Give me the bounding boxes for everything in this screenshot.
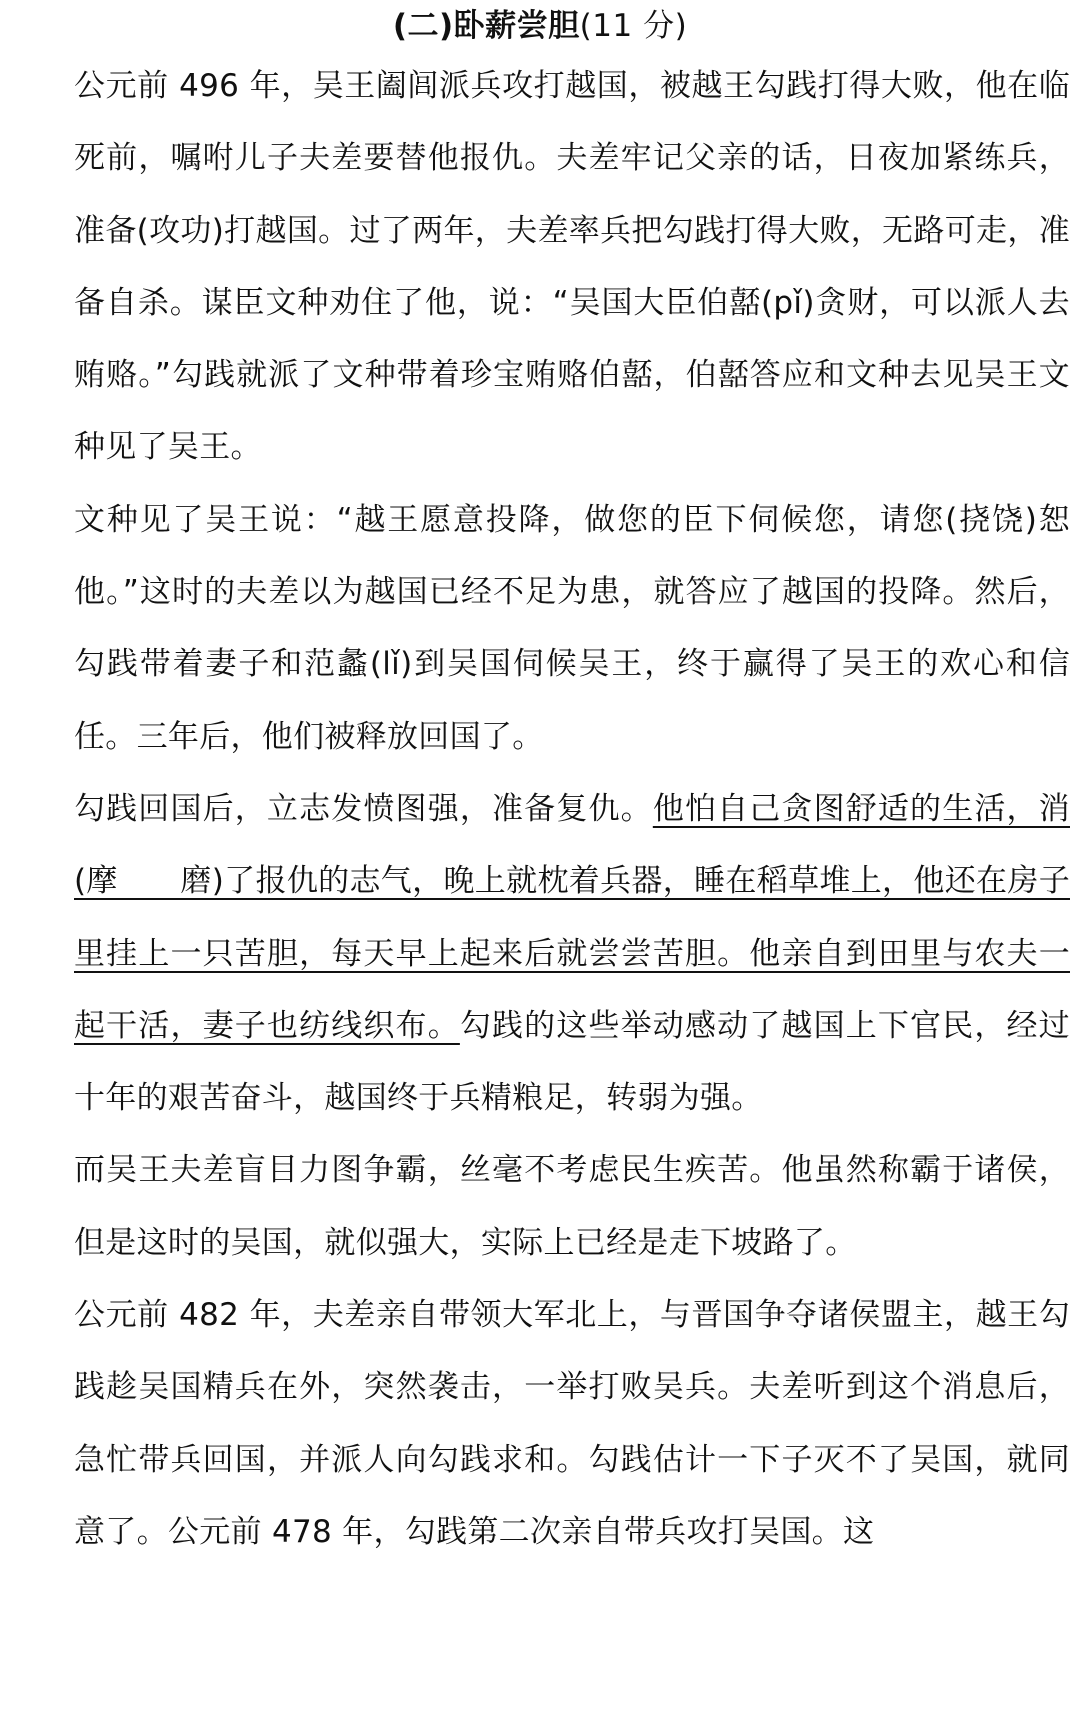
paragraph-3-tail: 勾践的这些举动感动了越国上下官民，经过十年的艰苦奋斗，越国终于兵精粮足，转弱为强。 <box>74 1007 1070 1117</box>
title-score: (11 分) <box>579 8 688 44</box>
paragraph-1: 公元前 496 年，吴王阖闾派兵攻打越国，被越王勾践打得大败，他在临死前，嘱咐儿子夫差要替他报仇。夫差牢记父亲的话，日夜加紧练兵，准备(攻功)打越国。过了两年，夫差率兵把勾践打得大败，无路可走，准备自杀。谋臣文种劝住了他，说：“吴国大臣伯嚭(pǐ)贪财，可以派人去贿赂。”勾践就派了文种带着珍宝贿赂伯嚭，伯嚭答应和文种去见吴王文种见了吴王。 <box>74 68 1070 466</box>
paragraph-3-lead: 勾践回国后，立志发愤图强，准备复仇。 <box>74 790 653 827</box>
passage-body <box>10 50 1070 1568</box>
title-text: (二)卧薪尝胆 <box>392 8 580 44</box>
underlined-sentence: 他怕自己贪图舒适的生活，消(摩 磨)了报仇的志气，晚上就枕着兵器，睡在稻草堆上，他还在房子里挂上一只苦胆，每天早上起来后就尝尝苦胆。他亲自到田里与农夫一起干活，妻子也纺线织布。 <box>74 790 1070 1044</box>
paragraph-2: 文种见了吴王说：“越王愿意投降，做您的臣下伺候您，请您(挠饶)恕他。”这时的夫差以为越国已经不足为患，就答应了越国的投降。然后，勾践带着妻子和范蠡(lǐ)到吴国伺候吴王，终于赢得了吴王的欢心和信任。三年后，他们被释放回国了。 <box>74 501 1070 755</box>
paragraph-3 <box>10 773 1070 1134</box>
paragraph-5: 公元前 482 年，夫差亲自带领大军北上，与晋国争夺诸侯盟主，越王勾践趁吴国精兵在外，突然袭击，一举打败吴兵。夫差听到这个消息后，急忙带兵回国，并派人向勾践求和。勾践估计一下子灭不了吴国，就同意了。公元前 478 年，勾践第二次亲自带兵攻打吴国。这 <box>74 1297 1070 1550</box>
paragraph-4: 而吴王夫差盲目力图争霸，丝毫不考虑民生疾苦。他虽然称霸于诸侯，但是这时的吴国，就似强大，实际上已经是走下坡路了。 <box>74 1152 1070 1261</box>
passage-title <box>10 0 1070 50</box>
